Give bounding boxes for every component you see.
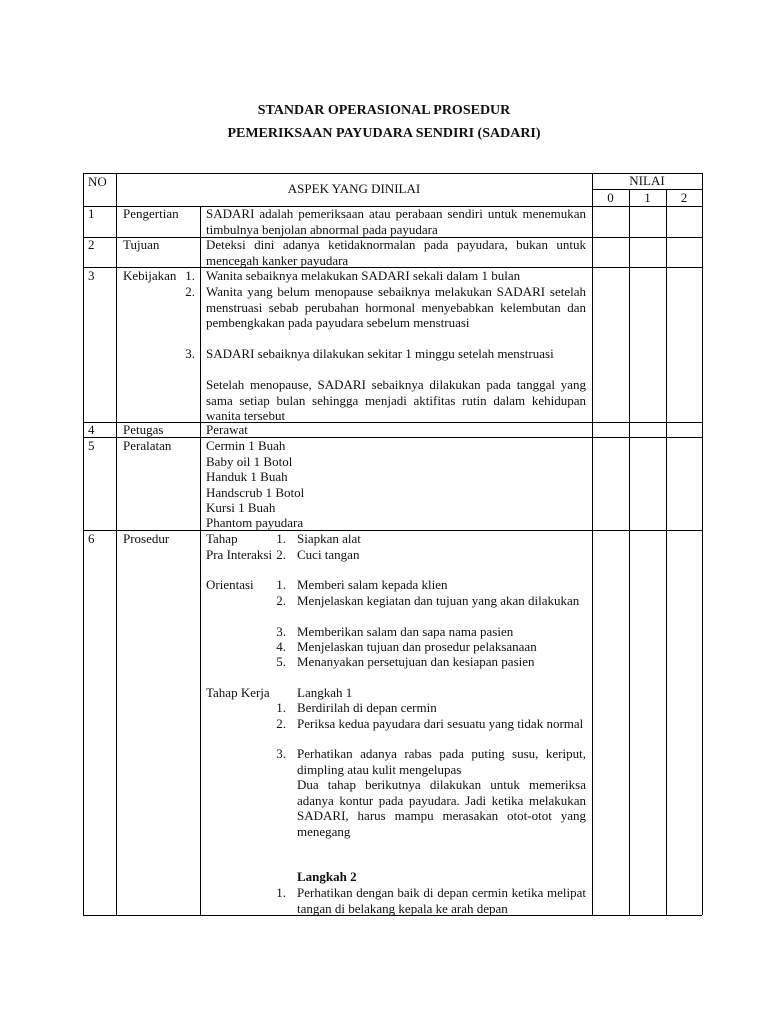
orientasi-num-3: 3. <box>276 624 286 639</box>
row-5-item-3: Handuk 1 Buah <box>206 469 288 484</box>
row-4-no: 4 <box>88 422 95 437</box>
row-3-num-2: 2. <box>185 284 195 299</box>
row-5-item-2: Baby oil 1 Botol <box>206 453 293 469</box>
kerja-num-1: 1. <box>276 700 286 715</box>
row-3-num-1: 1. <box>185 268 195 283</box>
row-3-label: Kebijakan <box>123 268 177 283</box>
langkah-2-item-1: Perhatikan dengan baik di depan cermin ketika melipat tangan di belakang kepala ke arah depan <box>297 885 586 916</box>
kerja-num-3: 3. <box>276 746 286 761</box>
document-subtitle: PEMERIKSAAN PAYUDARA SENDIRI (SADARI) <box>227 126 541 141</box>
row-5-item-6: Phantom payudara <box>206 515 304 530</box>
row-1-label: Pengertian <box>123 206 179 221</box>
kerja-num-2: 2. <box>276 715 286 731</box>
col-divider-no <box>116 173 117 915</box>
row-5-label: Peralatan <box>123 438 172 453</box>
row-4-text: Perawat <box>206 422 248 437</box>
table-border-left <box>83 173 84 915</box>
table-border-right <box>702 173 703 915</box>
row-5-item-4: Handscrub 1 Botol <box>206 484 305 500</box>
orientasi-item-1: Memberi salam kepada klien <box>297 577 448 592</box>
langkah-1-heading: Langkah 1 <box>297 685 353 700</box>
row-5-item-5: Kursi 1 Buah <box>206 500 276 515</box>
row-1-no: 1 <box>88 206 95 221</box>
orientasi-item-4: Menjelaskan tujuan dan prosedur pelaksanaan <box>297 639 537 654</box>
row-3-item-2: Wanita yang belum menopause sebaiknya melakukan SADARI setelah menstruasi sebab perubahan hormonal menyebabkan kelembutan dan pembengkakan pada payudara sebelum menstruasi <box>206 284 586 330</box>
orientasi-num-5: 5. <box>276 654 286 669</box>
row-5-no: 5 <box>88 438 95 453</box>
row-divider-4 <box>83 437 702 438</box>
kerja-item-1: Berdirilah di depan cermin <box>297 700 437 715</box>
row-3-item-4: Setelah menopause, SADARI sebaiknya dilakukan pada tanggal yang sama setiap bulan sehingga menjadi aktifitas rutin dalam kehidupan wanita tersebut <box>206 377 586 423</box>
orientasi-item-5: Menanyakan persetujuan dan kesiapan pasien <box>297 654 535 669</box>
row-3-item-3: SADARI sebaiknya dilakukan sekitar 1 minggu setelah menstruasi <box>206 346 554 361</box>
row-6-no: 6 <box>88 531 95 546</box>
col-divider-score-1 <box>629 189 630 915</box>
header-score-2: 2 <box>680 190 688 205</box>
row-3-no: 3 <box>88 268 95 283</box>
orientasi-num-1: 1. <box>276 577 286 592</box>
header-aspek: ASPEK YANG DINILAI <box>287 181 421 196</box>
pra-item-1: Siapkan alat <box>297 531 361 546</box>
kerja-note: Dua tahap berikutnya dilakukan untuk memeriksa adanya kontur pada payudara. Jadi ketika melakukan SADARI, harus mampu merasakan otot-otot yang menegang <box>297 777 586 839</box>
langkah-2-num-1: 1. <box>276 885 286 900</box>
row-2-text: Deteksi dini adanya ketidaknormalan pada payudara, bukan untuk mencegah kanker payudara <box>206 237 586 268</box>
stage-label-orientasi: Orientasi <box>206 577 254 592</box>
row-6-label: Prosedur <box>123 531 170 546</box>
row-3-num-3: 3. <box>185 346 195 361</box>
orientasi-num-4: 4. <box>276 639 286 654</box>
stage-label-tahap-kerja: Tahap Kerja <box>206 685 270 700</box>
orientasi-item-3: Memberikan salam dan sapa nama pasien <box>297 624 514 639</box>
col-divider-score-2 <box>666 189 667 915</box>
row-1-text: SADARI adalah pemeriksaan atau perabaan sendiri untuk menemukan timbulnya benjolan abnormal pada payudara <box>206 206 586 237</box>
row-divider-5 <box>83 530 702 531</box>
row-2-no: 2 <box>88 237 95 252</box>
header-nilai: NILAI <box>629 173 665 188</box>
col-divider-label <box>200 206 201 915</box>
col-divider-nilai <box>592 173 593 915</box>
document-title: STANDAR OPERASIONAL PROSEDUR <box>257 103 511 118</box>
kerja-item-2: Periksa kedua payudara dari sesuatu yang tidak normal <box>297 715 584 731</box>
pra-item-2: Cuci tangan <box>297 546 360 562</box>
header-no: NO <box>88 174 107 189</box>
header-score-0: 0 <box>607 190 614 205</box>
stage-label-pra-interaksi: Pra Interaksi <box>206 546 273 562</box>
kerja-item-3: Perhatikan adanya rabas pada puting susu, keriput, dimpling atau kulit mengelupas <box>297 746 586 777</box>
header-score-1: 1 <box>644 190 651 205</box>
pra-num-2: 2. <box>276 546 286 562</box>
orientasi-num-2: 2. <box>276 593 286 608</box>
pra-num-1: 1. <box>276 531 286 546</box>
row-3-item-1: Wanita sebaiknya melakukan SADARI sekali dalam 1 bulan <box>206 268 521 283</box>
stage-label-tahap: Tahap <box>206 531 238 546</box>
row-5-item-1: Cermin 1 Buah <box>206 438 286 453</box>
orientasi-item-2: Menjelaskan kegiatan dan tujuan yang akan dilakukan <box>297 593 580 608</box>
row-4-label: Petugas <box>123 422 164 437</box>
langkah-2-heading: Langkah 2 <box>297 869 357 884</box>
row-2-label: Tujuan <box>123 237 160 252</box>
